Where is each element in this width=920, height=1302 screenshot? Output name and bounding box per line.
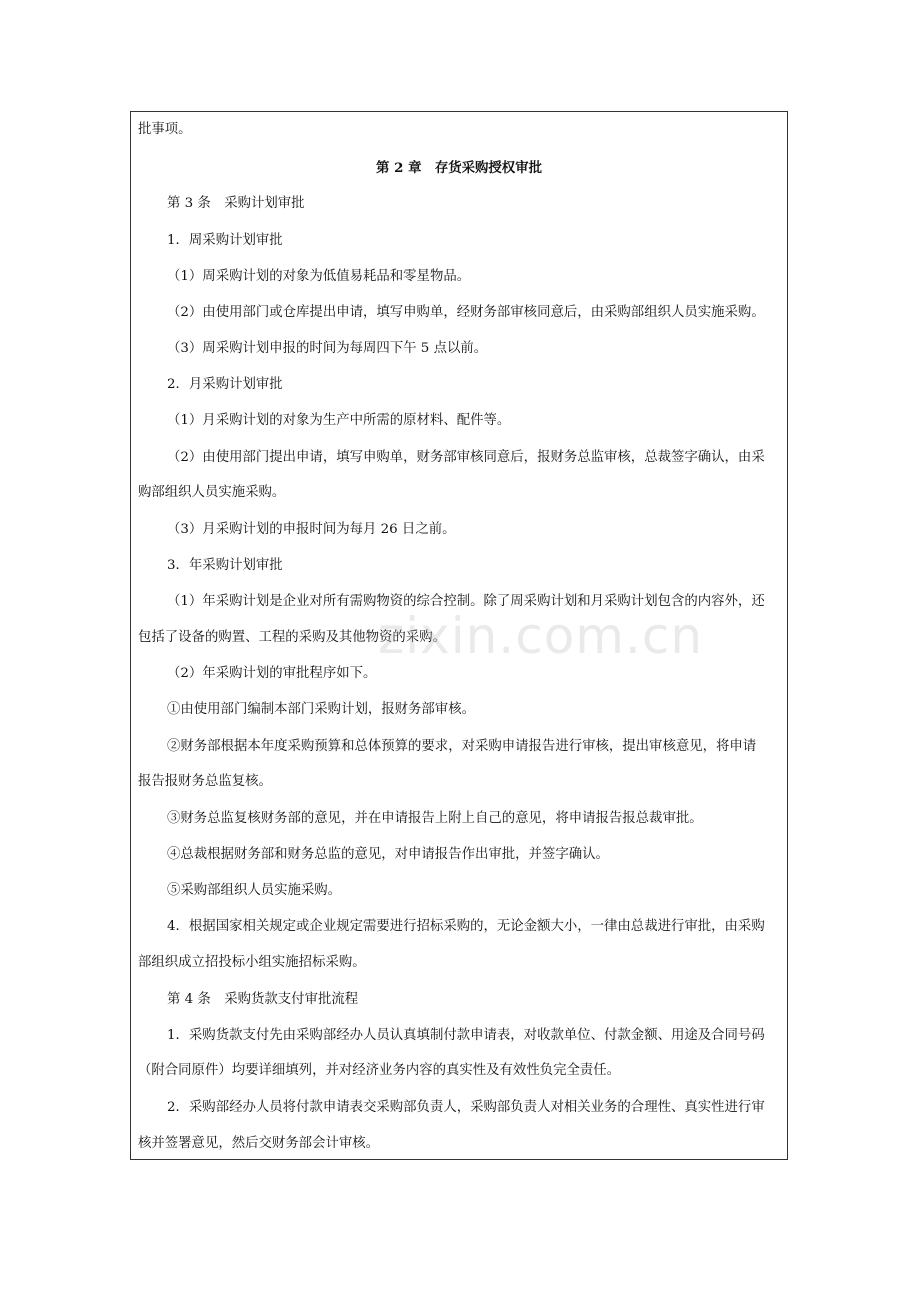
text-line: 核并签署意见，然后交财务部会计审核。 (138, 1136, 380, 1151)
text-line: （2）由使用部门提出申请，填写申购单，财务部审核同意后，报财务总监审核，总裁签字确认，由采 (167, 450, 765, 465)
text-line: （1）年采购计划是企业对所有需购物资的综合控制。除了周采购计划和月采购计划包含的内容外，还 (167, 594, 765, 609)
text-line: 4．根据国家相关规定或企业规定需要进行招标采购的，无论金额大小，一律由总裁进行审批，由采购 (167, 919, 765, 934)
section-heading: 2．月采购计划审批 (167, 377, 283, 392)
text-line: ④总裁根据财务部和财务总监的意见，对申请报告作出审批，并签字确认。 (167, 847, 609, 862)
text-line: ①由使用部门编制本部门采购计划，报财务部审核。 (167, 702, 475, 717)
chapter-heading: 第 2 章 存货采购授权审批 (376, 160, 542, 176)
article-heading: 第 3 条 采购计划审批 (167, 196, 305, 211)
text-line: 包括了设备的购置、工程的采购及其他物资的采购。 (138, 630, 446, 645)
section-heading: 3．年采购计划审批 (167, 558, 283, 573)
watermark: zixin.com.cn (378, 607, 704, 665)
text-line: 部组织成立招投标小组实施招标采购。 (138, 955, 366, 970)
text-line: 1．采购货款支付先由采购部经办人员认真填制付款申请表，对收款单位、付款金额、用途及合同号码 (167, 1028, 765, 1043)
text-line: （1）月采购计划的对象为生产中所需的原材料、配件等。 (167, 413, 511, 428)
text-line: （附合同原件）均要详细填列，并对经济业务内容的真实性及有效性负完全责任。 (138, 1063, 621, 1078)
text-line: （2）年采购计划的审批程序如下。 (167, 666, 377, 681)
document-body (131, 112, 787, 1159)
text-line: （3）月采购计划的申报时间为每月 26 日之前。 (167, 522, 456, 537)
text-line: （2）由使用部门或仓库提出申请，填写申购单，经财务部审核同意后，由采购部组织人员实施采购。 (167, 305, 765, 320)
text-line: ③财务总监复核财务部的意见，并在申请报告上附上自己的意见，将申请报告报总裁审批。 (167, 811, 703, 826)
section-heading: 1．周采购计划审批 (167, 233, 283, 248)
text-line: 购部组织人员实施采购。 (138, 485, 286, 500)
text-line: 报告报财务总监复核。 (138, 774, 272, 789)
text-line: ⑤采购部组织人员实施采购。 (167, 883, 342, 898)
article-heading: 第 4 条 采购货款支付审批流程 (167, 992, 359, 1007)
text-line: 批事项。 (138, 122, 192, 137)
document-frame (130, 111, 788, 1160)
text-line: 2．采购部经办人员将付款申请表交采购部负责人，采购部负责人对相关业务的合理性、真实性进行审 (167, 1100, 765, 1115)
text-line: （1）周采购计划的对象为低值易耗品和零星物品。 (167, 269, 471, 284)
text-line: ②财务部根据本年度采购预算和总体预算的要求，对采购申请报告进行审核，提出审核意见，将申请 (167, 739, 757, 754)
text-line: （3）周采购计划申报的时间为每周四下午 5 点以前。 (167, 341, 488, 356)
